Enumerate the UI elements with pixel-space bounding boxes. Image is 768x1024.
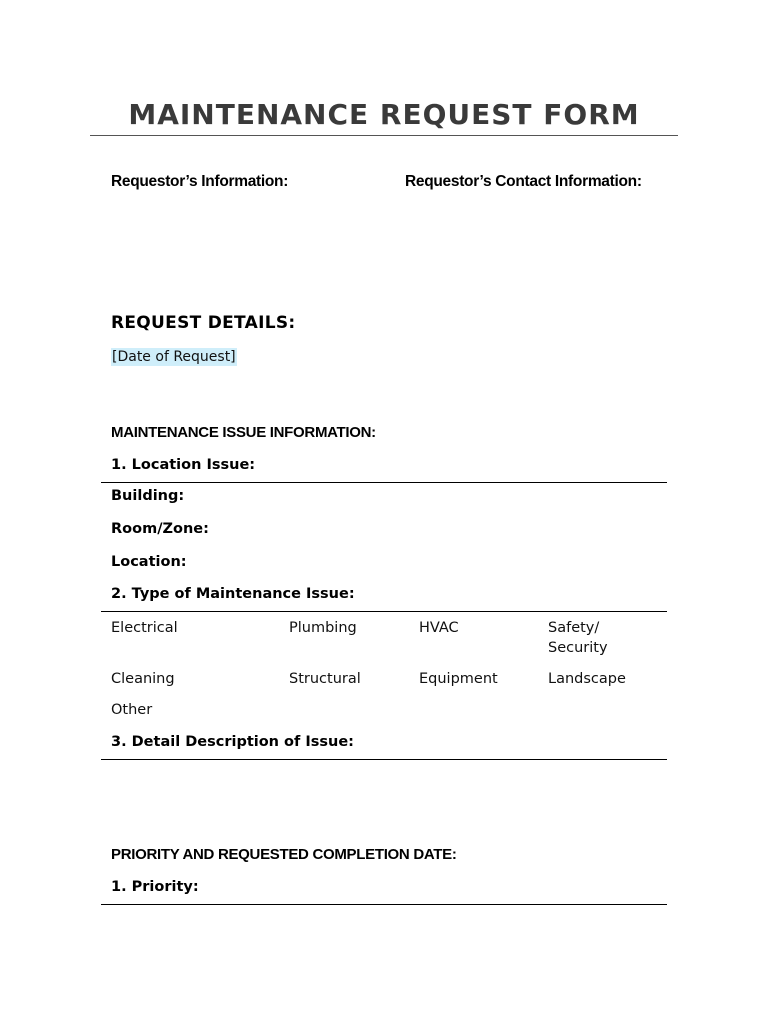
title-underline [90,135,678,136]
issue-type-option-equipment[interactable]: Equipment [419,671,498,687]
issue-description-heading: 3. Detail Description of Issue: [111,734,354,750]
priority-section-heading: PRIORITY AND REQUESTED COMPLETION DATE: [111,846,457,863]
issue-type-option-landscape[interactable]: Landscape [548,671,626,687]
issue-type-option-other[interactable]: Other [111,702,153,718]
maintenance-issue-heading: MAINTENANCE ISSUE INFORMATION: [111,424,376,441]
issue-type-option-electrical[interactable]: Electrical [111,620,178,636]
requestor-info-label: Requestor’s Information: [111,173,289,190]
issue-type-option-hvac[interactable]: HVAC [419,620,459,636]
date-of-request-field[interactable]: [Date of Request] [112,349,236,365]
request-details-heading: REQUEST DETAILS: [111,313,296,333]
issue-type-heading: 2. Type of Maintenance Issue: [111,586,355,602]
form-title: MAINTENANCE REQUEST FORM [128,98,640,131]
issue-description-rule [101,759,667,760]
issue-type-option-safety-security[interactable]: Safety/ Security [548,620,608,656]
location-issue-rule [101,482,667,483]
priority-heading: 1. Priority: [111,879,199,895]
location-issue-heading: 1. Location Issue: [111,457,256,473]
requestor-contact-label: Requestor’s Contact Information: [405,173,642,190]
issue-type-option-plumbing[interactable]: Plumbing [289,620,357,636]
issue-type-option-structural[interactable]: Structural [289,671,361,687]
room-zone-field[interactable]: Room/Zone: [111,521,209,537]
issue-type-rule [101,611,667,612]
issue-type-option-cleaning[interactable]: Cleaning [111,671,175,687]
building-field[interactable]: Building: [111,488,185,504]
priority-rule [101,904,667,905]
location-field[interactable]: Location: [111,554,187,570]
